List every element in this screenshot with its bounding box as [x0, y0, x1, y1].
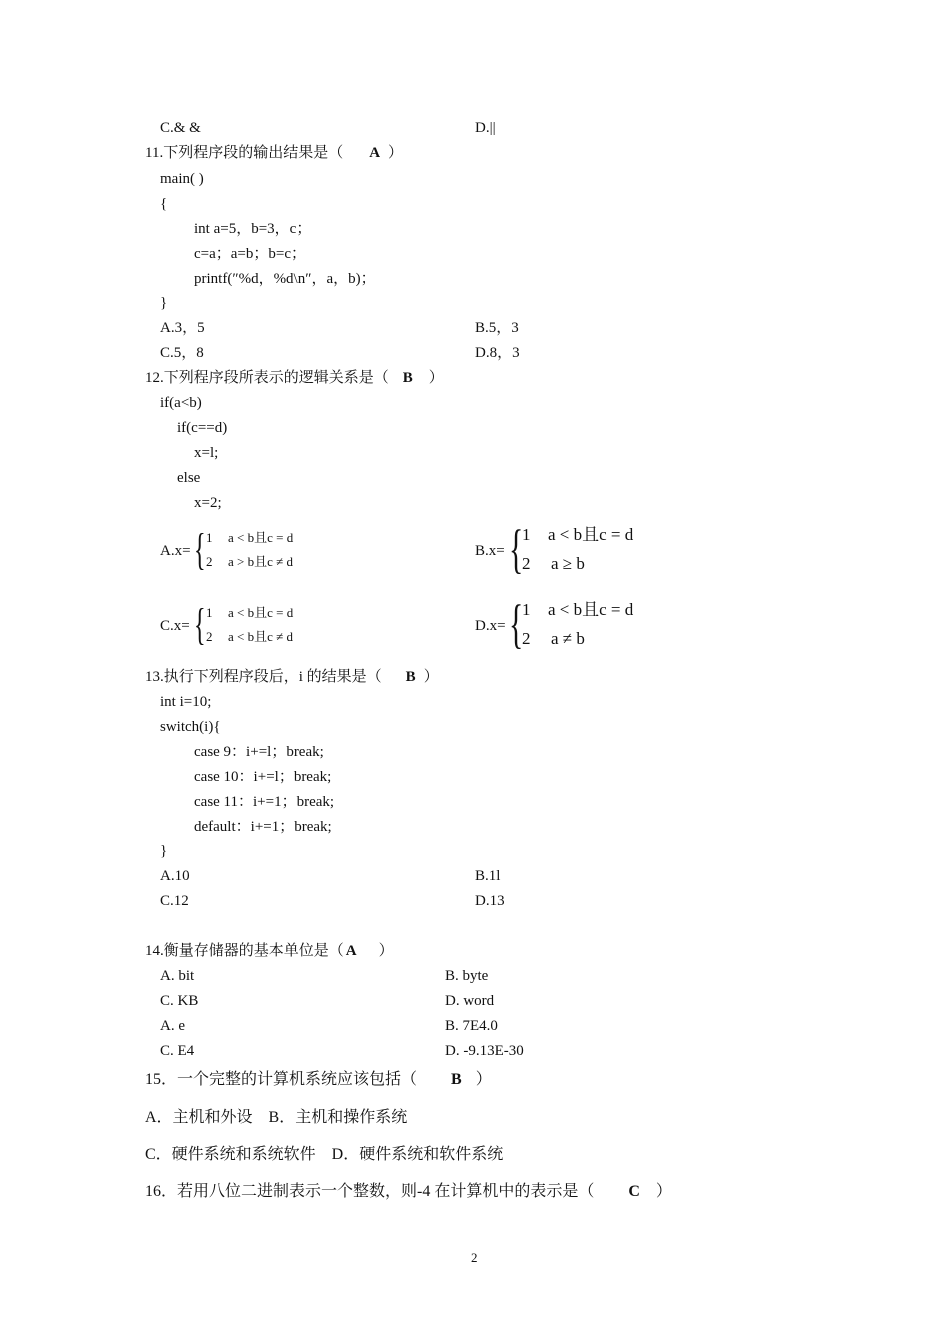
q15-options-line-2: C．硬件系统和系统软件 D．硬件系统和软件系统	[145, 1146, 504, 1163]
code-line: default：i+=1；break;	[194, 819, 332, 835]
q14-option: D. -9.13E-30	[445, 1043, 524, 1059]
case-number: 1	[206, 605, 213, 620]
q15-options-line-1: A．主机和外设 B．主机和操作系统	[145, 1109, 408, 1126]
q13-stem: 13.执行下列程序段后，i 的结果是（ B ）	[145, 669, 439, 685]
q14-option: B. 7E4.0	[445, 1018, 498, 1034]
page-number: 2	[471, 1250, 478, 1265]
q16-stem: 16．若用八位二进制表示一个整数，则-4 在计算机中的表示是（ C ）	[145, 1183, 672, 1200]
left-brace: {	[194, 600, 206, 649]
case-condition: a ≥ b	[551, 554, 585, 573]
q11-option-c: C.5，8	[160, 345, 204, 361]
q12-stem: 12.下列程序段所表示的逻辑关系是（ B ）	[145, 370, 444, 386]
code-line: }	[160, 843, 168, 859]
left-brace: {	[509, 519, 524, 579]
q10-option-d: D.||	[475, 120, 496, 136]
q13-option-d: D.13	[475, 893, 505, 909]
q14-stem: 14.衡量存储器的基本单位是（ A ）	[145, 943, 394, 959]
q14-option: D. word	[445, 993, 495, 1009]
code-line: int a=5，b=3，c；	[194, 221, 312, 237]
code-line: case 11：i+=1；break;	[194, 794, 335, 810]
code-line: }	[160, 295, 168, 311]
left-brace: {	[194, 525, 206, 574]
code-line: c=a；a=b；b=c；	[194, 246, 307, 262]
code-line: case 9：i+=l；break;	[194, 744, 324, 760]
q15-stem: 15．一个完整的计算机系统应该包括（ B ）	[145, 1071, 492, 1088]
code-line: x=l;	[194, 445, 219, 461]
case-condition: a ≠ b	[551, 629, 585, 648]
q13-option-c: C.12	[160, 893, 189, 909]
q14-option: A. e	[160, 1018, 185, 1034]
case-condition: a > b且c ≠ d	[228, 554, 294, 569]
code-line: int i=10;	[160, 694, 212, 710]
code-line: printf(″%d，%d\n″，a，b)；	[194, 271, 376, 287]
q12-option-c-label: C.x=	[160, 618, 190, 634]
case-condition: a < b且c = d	[548, 525, 634, 544]
case-number: 2	[522, 629, 531, 648]
q12-option-d-label: D.x=	[475, 618, 506, 634]
case-condition: a < b且c = d	[228, 530, 294, 545]
code-line: else	[177, 470, 201, 486]
code-line: if(a<b)	[160, 395, 202, 411]
q11-option-a: A.3，5	[160, 320, 205, 336]
code-line: if(c==d)	[177, 420, 228, 436]
q14-option: B. byte	[445, 968, 489, 984]
q11-option-b: B.5，3	[475, 320, 519, 336]
code-line: switch(i){	[160, 719, 221, 735]
code-line: case 10：i+=l；break;	[194, 769, 332, 785]
case-number: 2	[522, 554, 531, 573]
left-brace: {	[509, 594, 524, 654]
q12-option-b-label: B.x=	[475, 543, 505, 559]
q13-option-b: B.1l	[475, 868, 501, 884]
code-line: main( )	[160, 171, 204, 187]
code-line: {	[160, 196, 168, 212]
q14-option: A. bit	[160, 968, 195, 984]
case-number: 2	[206, 554, 213, 569]
q11-option-d: D.8，3	[475, 345, 520, 361]
case-condition: a < b且c ≠ d	[228, 629, 294, 644]
case-number: 1	[522, 600, 531, 619]
code-line: x=2;	[194, 495, 222, 511]
case-number: 1	[206, 530, 213, 545]
q14-option: C. E4	[160, 1043, 195, 1059]
q10-option-c: C.& &	[160, 120, 201, 136]
q11-stem: 11.下列程序段的输出结果是（ A ）	[145, 145, 404, 161]
q13-option-a: A.10	[160, 868, 190, 884]
case-condition: a < b且c = d	[548, 600, 634, 619]
case-number: 2	[206, 629, 213, 644]
q12-option-a-label: A.x=	[160, 543, 191, 559]
q14-option: C. KB	[160, 993, 199, 1009]
case-condition: a < b且c = d	[228, 605, 294, 620]
case-number: 1	[522, 525, 531, 544]
